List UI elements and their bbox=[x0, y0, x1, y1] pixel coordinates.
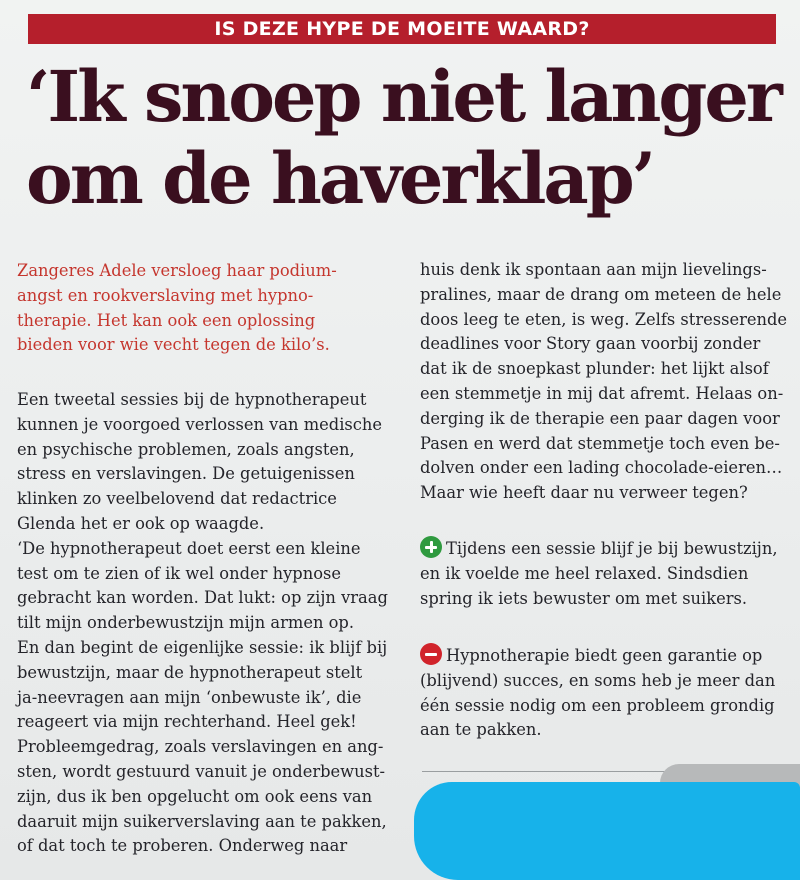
pro-line: spring ik iets bewuster om met suikers. bbox=[420, 588, 748, 608]
body-line: of dat toch te proberen. Onderweg naar bbox=[17, 836, 348, 856]
intro-line: Zangeres Adele versloeg haar podium- bbox=[17, 261, 337, 280]
body-line: Glenda het er ook op waagde. bbox=[17, 513, 265, 533]
redaction-mark-blue bbox=[414, 782, 800, 880]
body-line: En dan begint de eigenlijke sessie: ik blijf bij bbox=[17, 637, 388, 657]
pro-point bbox=[420, 536, 790, 611]
body-line: een stemmetje in mij dat afremt. Helaas on- bbox=[420, 383, 784, 403]
body-line: dolven onder een lading chocolade-eieren… bbox=[420, 458, 783, 478]
body-line: deadlines voor Story gaan voorbij zonder bbox=[420, 334, 761, 354]
body-line: stress en verslavingen. De getuigenissen bbox=[17, 464, 355, 484]
body-line: doos leeg te eten, is weg. Zelfs stresserende bbox=[420, 309, 788, 329]
con-line bbox=[420, 643, 790, 669]
body-line: test om te zien of ik wel onder hypnose bbox=[17, 563, 341, 583]
body-line: pralines, maar de drang om meteen de hele bbox=[420, 284, 782, 304]
con-line: aan te pakken. bbox=[420, 720, 542, 740]
con-point bbox=[420, 643, 790, 743]
con-line: (blijvend) succes, en soms heb je meer dan bbox=[420, 670, 776, 690]
body-line: gebracht kan worden. Dat lukt: op zijn vraag bbox=[17, 588, 388, 608]
body-line: daaruit mijn suikerverslaving aan te pakken, bbox=[17, 811, 387, 831]
banner-text: IS DEZE HYPE DE MOEITE WAARD? bbox=[214, 18, 590, 40]
body-line: kunnen je voorgoed verlossen van medische bbox=[17, 414, 383, 434]
headline bbox=[26, 56, 786, 220]
body-line: Probleemgedrag, zoals verslavingen en ang- bbox=[17, 737, 384, 757]
con-line: één sessie nodig om een probleem grondig bbox=[420, 695, 775, 715]
pro-line bbox=[420, 536, 790, 562]
plus-circle-icon bbox=[420, 536, 442, 558]
intro-line: therapie. Het kan ook een oplossing bbox=[17, 310, 316, 330]
intro-line: bieden voor wie vecht tegen de kilo’s. bbox=[17, 335, 330, 355]
body-line: Een tweetal sessies bij de hypnotherapeut bbox=[17, 390, 367, 409]
body-line: en psychische problemen, zoals angsten, bbox=[17, 439, 355, 459]
body-line: sten, wordt gestuurd vanuit je onderbewust- bbox=[17, 761, 386, 781]
pro-text: Tijdens een sessie blijf je bij bewustzijn, bbox=[446, 539, 778, 558]
headline-line: om de haverklap’ bbox=[26, 137, 654, 220]
body-line: tilt mijn onderbewustzijn mijn armen op. bbox=[17, 613, 355, 633]
intro-line: angst en rookverslaving met hypno- bbox=[17, 285, 314, 305]
intro-paragraph bbox=[17, 259, 409, 358]
con-text: Hypnotherapie biedt geen garantie op bbox=[446, 646, 763, 665]
body-line: reageert via mijn rechterhand. Heel gek! bbox=[17, 712, 357, 732]
body-line: bewustzijn, maar de hypnotherapeut stelt bbox=[17, 662, 363, 682]
body-line: Maar wie heeft daar nu verweer tegen? bbox=[420, 483, 748, 503]
headline-line: ‘Ik snoep niet langer bbox=[26, 55, 780, 138]
body-line: klinken zo veelbelovend dat redactrice bbox=[17, 489, 337, 509]
body-text-left bbox=[17, 388, 409, 859]
minus-circle-icon bbox=[420, 643, 442, 665]
body-text-right bbox=[420, 258, 790, 506]
section-banner bbox=[28, 14, 776, 44]
body-line: dat ik de snoepkast plunder: het lijkt alsof bbox=[420, 359, 769, 379]
body-line: ‘De hypnotherapeut doet eerst een kleine bbox=[17, 538, 361, 558]
body-line: derging ik de therapie een paar dagen voor bbox=[420, 408, 780, 428]
body-line: Pasen en werd dat stemmetje toch even be- bbox=[420, 433, 780, 453]
body-line: huis denk ik spontaan aan mijn lievelings- bbox=[420, 260, 767, 279]
body-line: zijn, dus ik ben opgelucht om ook eens van bbox=[17, 786, 373, 806]
body-line: ja-neevragen aan mijn ‘onbewuste ik’, die bbox=[17, 687, 362, 707]
pro-line: en ik voelde me heel relaxed. Sindsdien bbox=[420, 563, 749, 583]
